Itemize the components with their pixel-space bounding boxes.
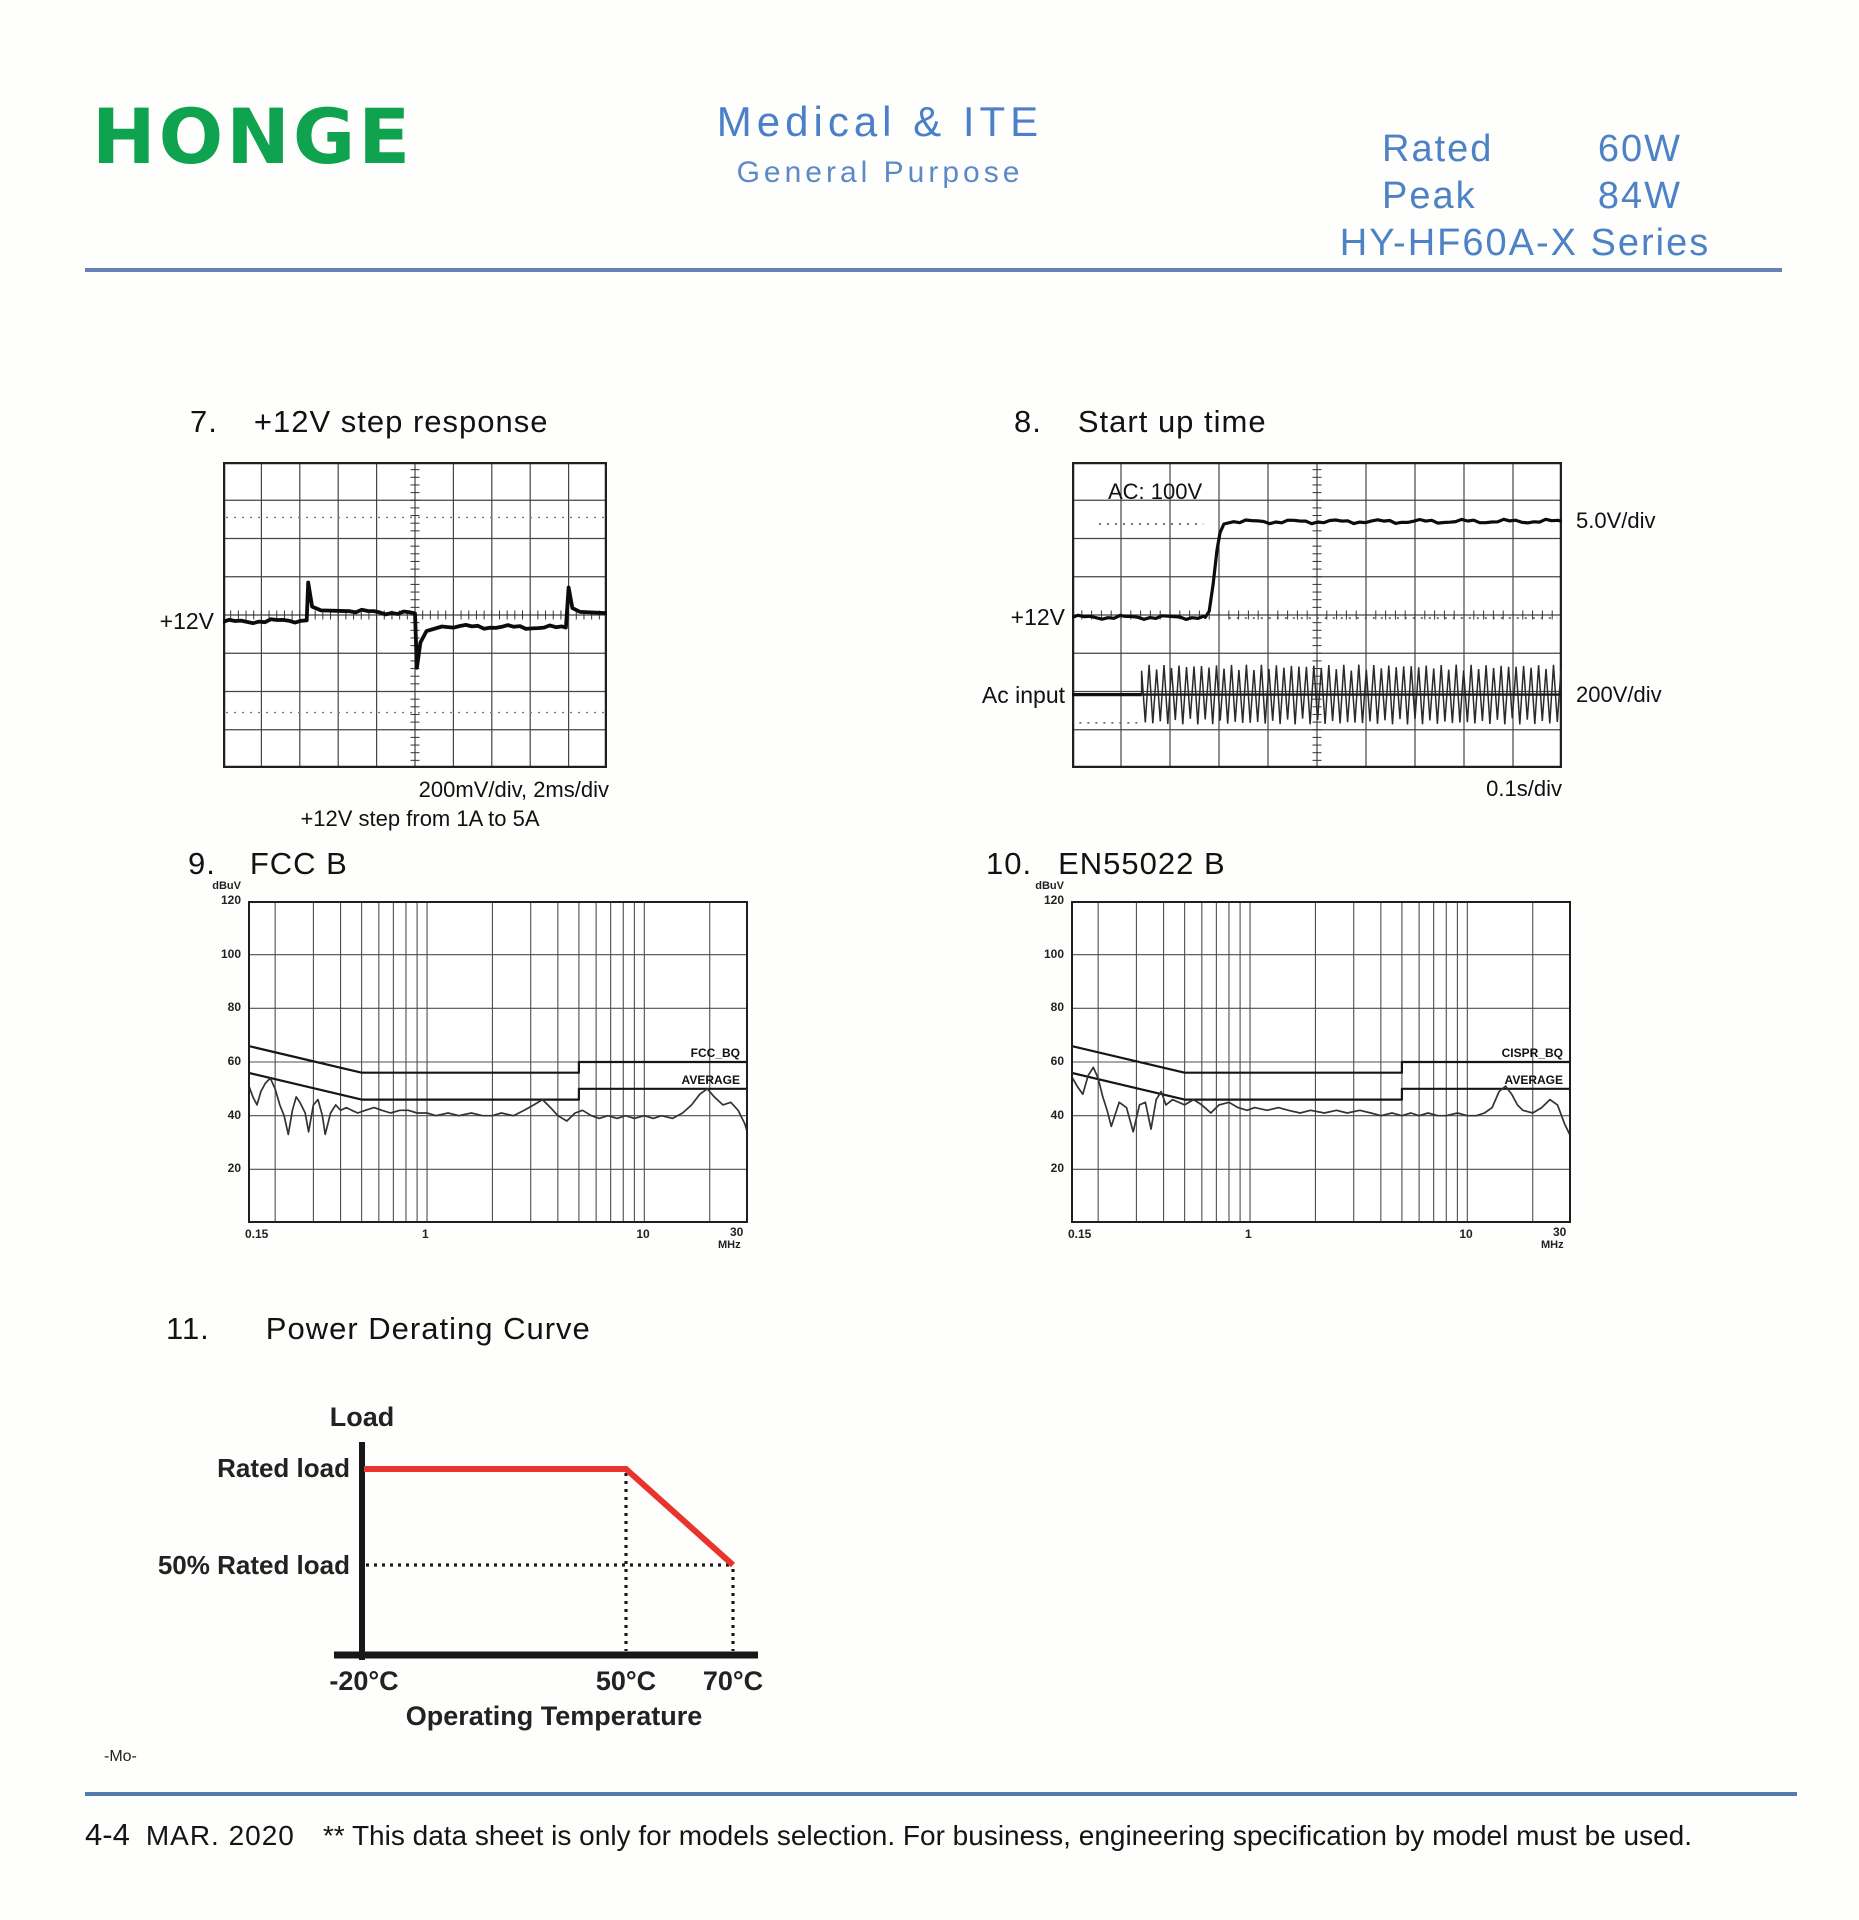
axis-tick-label: 1 xyxy=(1245,1227,1252,1241)
derating-x-axis-label: Operating Temperature xyxy=(405,1701,703,1731)
header-divider xyxy=(85,268,1782,272)
svg-text:FCC_BQ: FCC_BQ xyxy=(690,1046,740,1060)
derating-y-axis-label: Load xyxy=(329,1402,395,1432)
axis-tick-label: 100 xyxy=(220,946,241,961)
axis-tick-label: 80 xyxy=(227,1000,241,1015)
axis-tick-label: 30 xyxy=(730,1225,744,1239)
peak-label: Peak xyxy=(1382,175,1477,217)
scope7-trace-label: +12V xyxy=(159,608,214,634)
axis-tick-label: MHz xyxy=(718,1239,741,1251)
axis-tick-label: 30 xyxy=(1553,1225,1567,1239)
footer-note: ** This data sheet is only for models selection. For business, engineering specification by model must be used. xyxy=(322,1820,1692,1851)
header-title-block xyxy=(640,98,1120,190)
axis-tick-label: 0.15 xyxy=(245,1227,269,1241)
axis-tick-label: 10 xyxy=(1459,1227,1473,1241)
section-8-number: 8. xyxy=(1014,404,1042,439)
axis-tick-label: 100 xyxy=(1043,946,1064,961)
scope7-scale-caption: 200mV/div, 2ms/div xyxy=(418,777,609,802)
axis-tick-label: 20 xyxy=(227,1161,241,1176)
fcc-b-emission-chart xyxy=(185,875,765,1260)
axis-tick-label: 0.15 xyxy=(1068,1227,1092,1241)
section-11-title-text: Power Derating Curve xyxy=(265,1311,591,1346)
footer-divider xyxy=(85,1792,1797,1796)
section-7-title xyxy=(190,404,548,440)
footer-line xyxy=(85,1817,1815,1853)
section-11-number: 11. xyxy=(166,1311,210,1346)
scope8-time-scale-label: 0.1s/div xyxy=(1486,776,1562,801)
startup-time-oscillogram xyxy=(1072,462,1562,768)
svg-text:AVERAGE: AVERAGE xyxy=(681,1072,740,1087)
en55022-b-plot-area xyxy=(1071,901,1571,1223)
derating-tick-minus20c: -20°C xyxy=(329,1666,399,1696)
step-response-oscillogram xyxy=(223,462,607,768)
axis-tick-label: 1 xyxy=(422,1227,429,1241)
doc-subcategory: General Purpose xyxy=(736,156,1024,189)
company-logo: HONGE xyxy=(92,92,414,181)
section-7-title-text: +12V step response xyxy=(253,404,549,439)
derating-rated-load-tick: Rated load xyxy=(217,1453,350,1483)
axis-tick-label: dBuV xyxy=(1035,880,1064,892)
section-11-title xyxy=(166,1311,591,1347)
section-8-title-text: Start up time xyxy=(1077,404,1267,439)
scope8-v12-scale-label: 5.0V/div xyxy=(1576,508,1656,533)
axis-tick-label: dBuV xyxy=(212,880,241,892)
power-derating-plot-area xyxy=(300,1398,780,1698)
derating-tick-70c: 70°C xyxy=(702,1666,764,1696)
axis-tick-label: 120 xyxy=(220,893,241,907)
series-name: HY-HF60A-X Series xyxy=(1339,222,1711,264)
scope8-ac-input-label: Ac input xyxy=(981,682,1065,708)
axis-tick-label: 40 xyxy=(1050,1107,1064,1122)
axis-tick-label: 10 xyxy=(636,1227,650,1241)
section-8-title xyxy=(1014,404,1267,440)
scope7-description-caption: +12V step from 1A to 5A xyxy=(300,806,540,831)
fcc-b-plot-area xyxy=(248,901,748,1223)
peak-row xyxy=(1290,173,1760,220)
section-10-number: 10. xyxy=(986,846,1033,881)
section-9-title-text: FCC B xyxy=(249,846,348,881)
rated-label: Rated xyxy=(1382,128,1494,170)
section-10-title-text: EN55022 B xyxy=(1058,846,1226,881)
en55022-b-emission-chart xyxy=(1008,875,1588,1260)
section-7-number: 7. xyxy=(190,404,218,439)
doc-category: Medical & ITE xyxy=(716,98,1044,145)
scope8-v12-label: +12V xyxy=(1010,604,1065,630)
footer-mo-mark: -Mo- xyxy=(104,1748,137,1765)
axis-tick-label: 60 xyxy=(1050,1054,1064,1068)
axis-tick-label: 80 xyxy=(1050,1000,1064,1015)
axis-tick-label: 60 xyxy=(227,1054,241,1068)
derating-tick-50c: 50°C xyxy=(595,1666,657,1696)
axis-tick-label: 120 xyxy=(1043,893,1064,907)
axis-tick-label: 40 xyxy=(227,1107,241,1122)
footer-date: MAR. 2020 xyxy=(145,1820,295,1851)
section-9-number: 9. xyxy=(188,846,216,881)
derating-half-load-tick: 50% Rated load xyxy=(157,1550,350,1580)
rated-row xyxy=(1290,126,1760,173)
axis-tick-label: MHz xyxy=(1541,1239,1564,1251)
peak-value: 84W xyxy=(1597,175,1682,217)
scope8-ac-annotation: AC: 100V xyxy=(1108,479,1203,504)
page-number: 4-4 xyxy=(85,1817,130,1852)
axis-tick-label: 20 xyxy=(1050,1161,1064,1176)
scope8-ac-scale-label: 200V/div xyxy=(1576,682,1662,707)
rated-value: 60W xyxy=(1597,128,1682,170)
rating-block xyxy=(1290,126,1760,267)
svg-text:CISPR_BQ: CISPR_BQ xyxy=(1501,1046,1563,1060)
svg-text:AVERAGE: AVERAGE xyxy=(1504,1072,1563,1087)
